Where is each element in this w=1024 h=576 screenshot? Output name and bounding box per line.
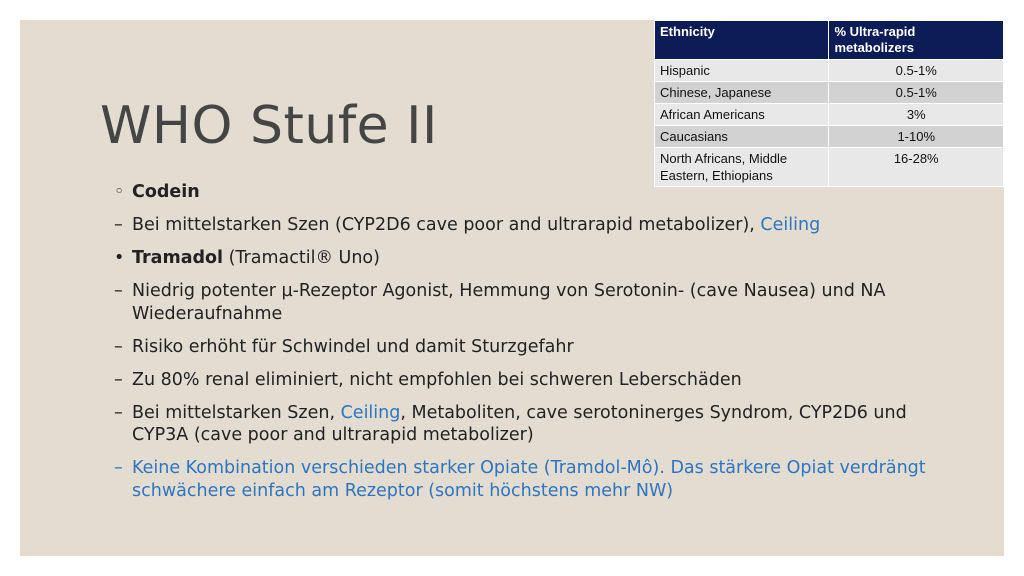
header-ethnicity: Ethnicity	[655, 21, 829, 60]
bullet-codein-label: Codein	[132, 182, 200, 202]
bullet-text: Zu 80% renal eliminiert, nicht empfohlen bei schweren Leberschäden	[132, 369, 742, 390]
ceiling-highlight: Ceiling	[340, 402, 401, 423]
table-row	[655, 82, 1004, 104]
table-cell-value: 16-28%	[829, 148, 1004, 187]
bullet-item-2	[114, 336, 944, 359]
bullet-item-3	[114, 369, 944, 392]
dot-bullet-icon: •	[114, 248, 125, 268]
table-row	[655, 60, 1004, 82]
ceiling-highlight: Ceiling	[760, 215, 821, 235]
table-row	[655, 104, 1004, 126]
table-header-row	[655, 21, 1004, 60]
table-cell-value: 1-10%	[829, 126, 1004, 148]
table-cell-ethnicity: African Americans	[655, 104, 829, 126]
bullet-list	[114, 181, 944, 513]
dash-bullet-icon: –	[114, 369, 123, 390]
dash-bullet-icon: –	[114, 281, 123, 301]
table-cell-ethnicity: North Africans, Middle Eastern, Ethiopians	[655, 148, 829, 187]
bullet-codein-detail	[114, 214, 944, 237]
table-cell-value: 0.5-1%	[829, 60, 1004, 82]
bullet-text: Keine Kombination verschieden starker Opiate (Tramdol-Mô). Das stärkere Opiat verdrängt schwächere einfach am Rezeptor (somit höchstens mehr NW)	[132, 458, 926, 501]
dash-bullet-icon: –	[114, 458, 123, 478]
bullet-text: Bei mittelstarken Szen,	[132, 402, 341, 423]
bullet-tramadol	[114, 247, 944, 270]
ethnicity-table	[654, 20, 1004, 187]
bullet-item-1	[114, 280, 944, 325]
table-cell-value: 0.5-1%	[829, 82, 1004, 104]
table-row	[655, 126, 1004, 148]
bullet-tramadol-brand: (Tramactil® Uno)	[223, 248, 380, 268]
slide-title: WHO Stufe II	[100, 96, 438, 156]
table-row	[655, 148, 1004, 187]
dash-bullet-icon: –	[114, 336, 123, 357]
bullet-text: , Metaboliten, cave serotoninerges Syndrom, CYP2D6 und CYP3A (cave poor and ultrarapid metabolizer)	[132, 402, 907, 445]
circle-bullet-icon: ◦	[114, 182, 125, 202]
bullet-text: Bei mittelstarken Szen (CYP2D6 cave poor and ultrarapid metabolizer),	[132, 215, 761, 235]
dash-bullet-icon: –	[114, 215, 123, 235]
bullet-tramadol-label: Tramadol	[132, 248, 224, 268]
table-cell-value: 3%	[829, 104, 1004, 126]
bullet-text: Risiko erhöht für Schwindel und damit Sturzgefahr	[132, 336, 574, 357]
dash-bullet-icon: –	[114, 402, 123, 423]
header-ultra-rapid: % Ultra-rapid metabolizers	[829, 21, 1004, 60]
bullet-item-4	[114, 402, 944, 447]
table-cell-ethnicity: Hispanic	[655, 60, 829, 82]
table-cell-ethnicity: Caucasians	[655, 126, 829, 148]
bullet-text: Niedrig potenter µ-Rezeptor Agonist, Hemmung von Serotonin- (cave Nausea) und NA Wiederaufnahme	[132, 281, 886, 324]
bullet-item-5	[114, 457, 944, 502]
table-cell-ethnicity: Chinese, Japanese	[655, 82, 829, 104]
